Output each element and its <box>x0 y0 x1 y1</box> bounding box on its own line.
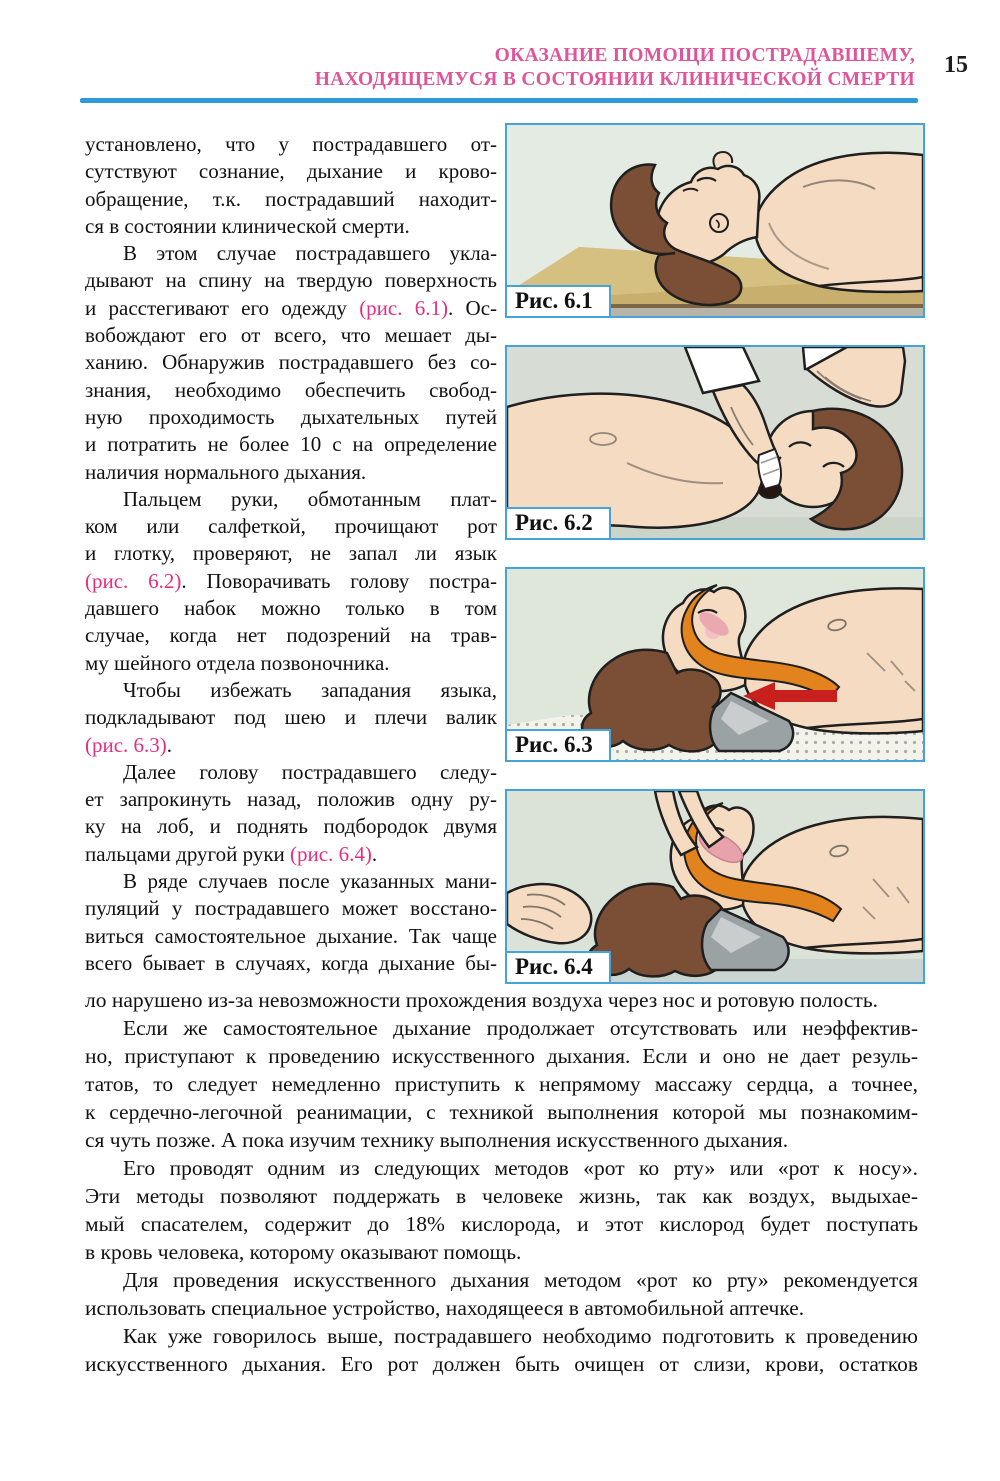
bottom-text-block <box>85 986 918 1378</box>
text-line: Чтобы избежать западания языка, <box>123 677 497 702</box>
text-line: всего бывает в случаях, когда дыхание бы- <box>85 950 497 975</box>
text-line: знания, необходимо обеспечить свобод- <box>85 377 497 402</box>
running-header-line2: НАХОДЯЩЕМУСЯ В СОСТОЯНИИ КЛИНИЧЕСКОЙ СМЕРТИ <box>314 69 915 90</box>
figure-reference-link: (рис. 6.3) <box>85 732 167 757</box>
text-line: но, приступают к проведению искусственного дыхания. Если и оно не дает резуль- <box>85 1044 918 1068</box>
figure-reference-link: (рис. 6.1) <box>359 295 449 320</box>
text-line: му шейного отдела позвоночника. <box>85 650 390 675</box>
text-line: Для проведения искусственного дыхания методом «рот ко рту» рекомендуется <box>123 1268 918 1292</box>
text-line: ло нарушено из-за невозможности прохождения воздуха через нос и ротовую полость. <box>85 988 879 1012</box>
paragraph <box>85 1322 918 1378</box>
figure-6-4 <box>505 789 925 984</box>
paragraph <box>85 868 497 977</box>
paragraph <box>85 486 497 677</box>
text-line: и глотку, проверяют, не запал ли язык <box>85 541 497 566</box>
paragraph <box>85 1266 918 1322</box>
text-line: татов, то следует немедленно приступить к непрямому массажу сердца, а точнее, <box>85 1072 918 1096</box>
text-line: ную проходимость дыхательных путей <box>85 404 497 429</box>
text-line: к сердечно-легочной реанимации, с техникой выполнения которой мы познакомим- <box>85 1100 918 1124</box>
text-line: вобождают его от всего, что мешает ды- <box>85 323 497 348</box>
paragraph <box>85 240 497 486</box>
left-text-column <box>85 131 497 977</box>
text-line: В ряде случаев после указанных мани- <box>123 869 497 894</box>
paragraph <box>85 986 918 1014</box>
text-line: пуляций у пострадавшего может восстано- <box>85 896 497 921</box>
text-line: В этом случае пострадавшего укла- <box>123 241 497 266</box>
text-line: использовать специальное устройство, находящееся в автомобильной аптечке. <box>85 1296 805 1320</box>
text-line: ханию. Обнаружив пострадавшего без со- <box>85 350 497 375</box>
text-line: ку на лоб, и поднять подбородок двумя <box>85 814 497 839</box>
text-line: установлено, что у пострадавшего от- <box>85 132 497 156</box>
paragraph <box>85 759 497 868</box>
figure-6-2 <box>505 345 925 540</box>
text-line: Его проводят одним из следующих методов «рот ко рту» или «рот к носу». <box>123 1156 918 1180</box>
text-line: Если же самостоятельное дыхание продолжает отсутствовать или неэффектив- <box>123 1016 918 1040</box>
text-line: ет запрокинуть назад, положив одну ру- <box>85 787 497 812</box>
figure-caption: Рис. 6.1 <box>505 285 611 318</box>
text-line: пальцами другой руки (рис. 6.4). <box>85 841 378 866</box>
figure-caption: Рис. 6.3 <box>505 729 611 762</box>
paragraph <box>85 131 497 240</box>
text-line: случае, когда нет подозрений на трав- <box>85 623 497 648</box>
text-line: наличия нормального дыхания. <box>85 459 367 484</box>
figure-caption: Рис. 6.4 <box>505 951 611 984</box>
figure-reference-link: (рис. 6.2) <box>85 568 182 593</box>
text-line: давшего набок можно только в том <box>85 596 497 621</box>
figure-6-1 <box>505 123 925 318</box>
text-line: искусственного дыхания. Его рот должен быть очищен от слизи, крови, остатков <box>85 1352 918 1376</box>
text-line: Далее голову пострадавшего следу- <box>123 759 497 784</box>
figure-caption: Рис. 6.2 <box>505 507 611 540</box>
text-line: (рис. 6.3). <box>85 732 173 757</box>
text-line: подкладывают под шею и плечи валик <box>85 705 497 730</box>
figure-reference-link: (рис. 6.4) <box>290 841 372 866</box>
text-line: виться самостоятельное дыхание. Так чаще <box>85 923 497 948</box>
text-line: ся чуть позже. А пока изучим технику выполнения искусственного дыхания. <box>85 1128 789 1152</box>
page-number: 15 <box>944 52 968 78</box>
text-line: дывают на спину на твердую поверхность <box>85 268 497 293</box>
text-line: обращение, т.к. пострадавший находит- <box>85 186 497 211</box>
text-line: Эти методы позволяют поддержать в человеке жизнь, так как воздух, выдыхае- <box>85 1184 918 1208</box>
paragraph <box>85 1014 918 1154</box>
text-line: Пальцем руки, обмотанным плат- <box>123 486 497 511</box>
text-line: сутствуют сознание, дыхание и крово- <box>85 159 497 184</box>
text-line: в кровь человека, которому оказывают помощь. <box>85 1240 522 1264</box>
running-header <box>315 44 915 92</box>
paragraph <box>85 1154 918 1266</box>
text-line: (рис. 6.2). Поворачивать голову постра- <box>85 568 497 593</box>
text-line: и расстегивают его одежду (рис. 6.1). Ос- <box>85 295 498 320</box>
text-line: ся в состоянии клинической смерти. <box>85 213 410 238</box>
text-line: ком или салфеткой, прочищают рот <box>85 514 497 539</box>
text-line: мый спасателем, содержит до 18% кислорода, и этот кислород будет поступать <box>85 1212 918 1236</box>
figures-column <box>505 123 925 1011</box>
header-rule <box>80 98 918 103</box>
paragraph <box>85 677 497 759</box>
text-line: и потратить не более 10 с на определение <box>85 432 497 457</box>
running-header-line1: ОКАЗАНИЕ ПОМОЩИ ПОСТРАДАВШЕМУ, <box>494 45 915 66</box>
text-line: Как уже говорилось выше, пострадавшего необходимо подготовить к проведению <box>123 1324 918 1348</box>
figure-6-3 <box>505 567 925 762</box>
